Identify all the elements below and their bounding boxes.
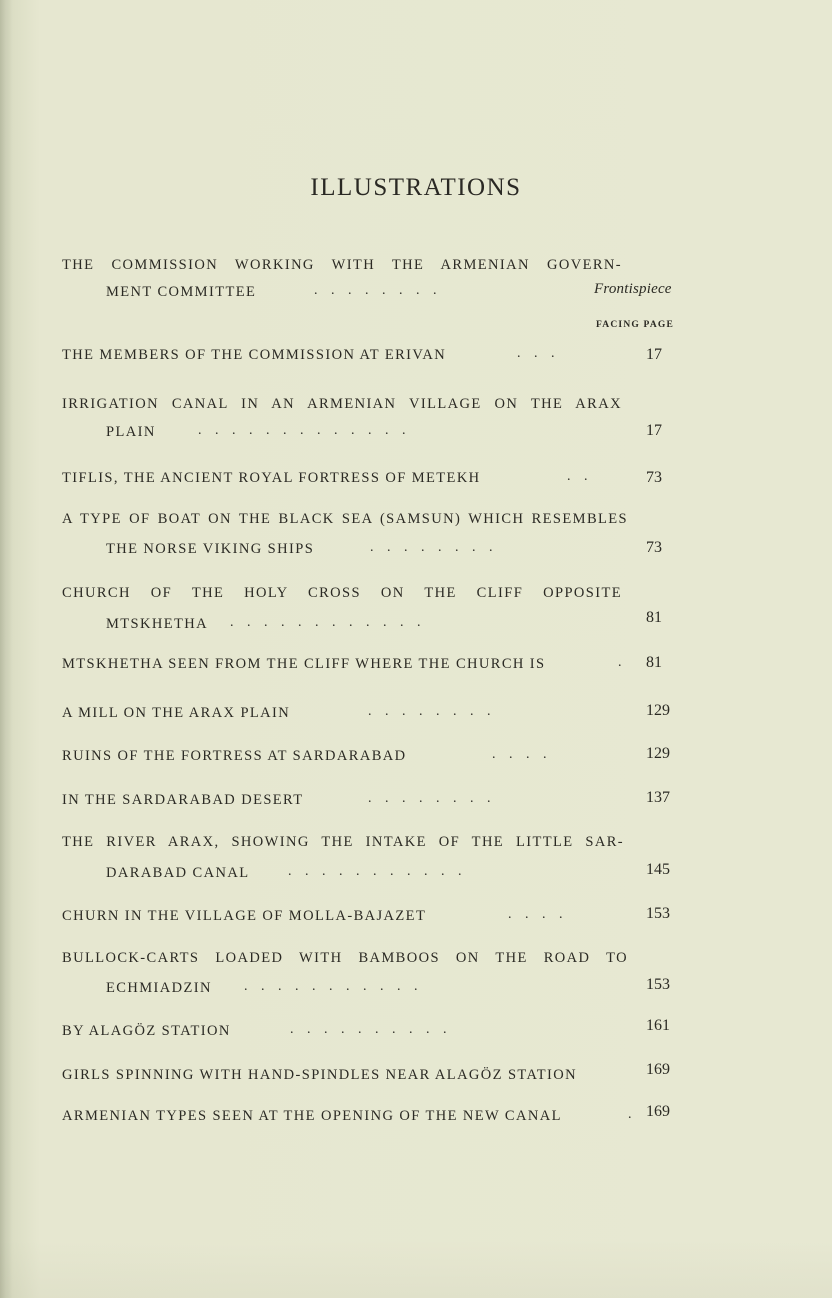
leader-dots: . . . . . . . . . . . [244, 979, 418, 994]
illustration-caption: ARMENIAN TYPES SEEN AT THE OPENING OF THE NEW CANAL [62, 1108, 562, 1124]
illustration-caption: A TYPE OF BOAT ON THE BLACK SEA (SAMSUN) WHICH RESEMBLES [62, 511, 628, 527]
leader-dots: . . . . . . . . [368, 791, 491, 806]
page-number: 153 [646, 905, 670, 922]
page-number: 81 [646, 609, 662, 626]
facing-page-label: FACING PAGE [596, 320, 675, 330]
leader-dots: . . . . . . . . [370, 540, 493, 555]
frontispiece-caption-line2: MENT COMMITTEE [106, 284, 257, 300]
page-number: 169 [646, 1061, 670, 1078]
frontispiece-caption-line1: THE COMMISSION WORKING WITH THE ARMENIAN GOVERN- [62, 257, 622, 273]
page-number: 73 [646, 539, 662, 556]
page-number: 137 [646, 789, 670, 806]
page-number: 161 [646, 1017, 670, 1034]
leader-dots: . . . . . . . . . . . . [230, 615, 421, 630]
page-shadow [0, 1240, 832, 1298]
illustration-caption: BULLOCK-CARTS LOADED WITH BAMBOOS ON THE ROAD TO [62, 950, 628, 966]
illustration-caption: BY ALAGÖZ STATION [62, 1023, 231, 1039]
illustration-caption-line2: DARABAD CANAL [106, 865, 250, 881]
illustration-caption: TIFLIS, THE ANCIENT ROYAL FORTRESS OF METEKH [62, 470, 481, 486]
illustration-caption-line2: PLAIN [106, 424, 156, 440]
page-number: 153 [646, 976, 670, 993]
leader-dots: . . . . [492, 747, 547, 762]
leader-dots: . [628, 1107, 632, 1122]
leader-dots: . . [567, 469, 588, 484]
leader-dots: . . . . [508, 907, 563, 922]
illustration-caption: IRRIGATION CANAL IN AN ARMENIAN VILLAGE ON THE ARAX [62, 396, 622, 412]
page-number: 81 [646, 654, 662, 671]
illustration-caption: THE RIVER ARAX, SHOWING THE INTAKE OF THE LITTLE SAR- [62, 834, 624, 850]
frontispiece-page: Frontispiece [594, 281, 672, 297]
page-number: 17 [646, 346, 662, 363]
leader-dots: . . . . . . . . [368, 704, 491, 719]
page-number: 145 [646, 861, 670, 878]
illustration-caption-line2: ECHMIADZIN [106, 980, 212, 996]
page-number: 129 [646, 745, 670, 762]
leader-dots: . . . . . . . . . . . . . [198, 423, 406, 438]
illustration-caption: A MILL ON THE ARAX PLAIN [62, 705, 291, 721]
illustration-caption: IN THE SARDARABAD DESERT [62, 792, 304, 808]
page-number: 129 [646, 702, 670, 719]
illustration-caption-line2: MTSKHETHA [106, 616, 209, 632]
leader-dots: . [618, 655, 622, 670]
illustration-caption: CHURN IN THE VILLAGE OF MOLLA-BAJAZET [62, 908, 427, 924]
illustration-caption: THE MEMBERS OF THE COMMISSION AT ERIVAN [62, 347, 447, 363]
page-number: 169 [646, 1103, 670, 1120]
leader-dots: . . . . . . . . . . [290, 1022, 447, 1037]
illustration-caption: RUINS OF THE FORTRESS AT SARDARABAD [62, 748, 407, 764]
page-number: 73 [646, 469, 662, 486]
page-number: 17 [646, 422, 662, 439]
frontispiece-leader-dots: . . . . . . . . [314, 283, 437, 298]
illustration-caption: MTSKHETHA SEEN FROM THE CLIFF WHERE THE CHURCH IS [62, 656, 546, 672]
illustration-caption-line2: THE NORSE VIKING SHIPS [106, 541, 315, 557]
illustration-caption: GIRLS SPINNING WITH HAND-SPINDLES NEAR ALAGÖZ STATION [62, 1067, 578, 1083]
page-title: ILLUSTRATIONS [310, 174, 522, 201]
illustration-caption: CHURCH OF THE HOLY CROSS ON THE CLIFF OPPOSITE [62, 585, 622, 601]
leader-dots: . . . . . . . . . . . [288, 864, 462, 879]
leader-dots: . . . [517, 346, 555, 361]
